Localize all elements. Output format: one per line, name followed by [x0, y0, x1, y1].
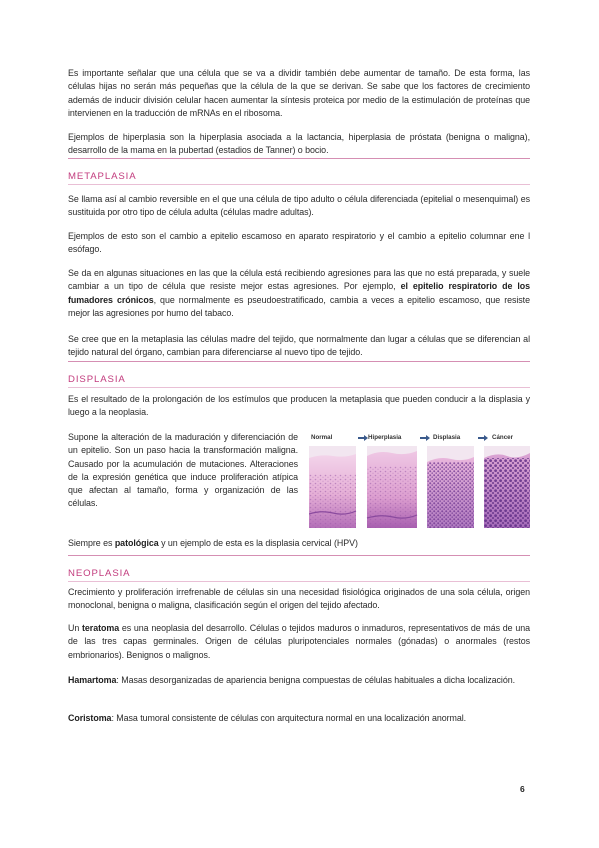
page-number: 6	[520, 784, 525, 794]
section-underline	[68, 581, 530, 582]
section-title: NEOPLASIA	[68, 568, 131, 579]
section-header-displasia	[68, 361, 530, 388]
section-underline	[68, 387, 530, 388]
bold-term: el epitelio respiratorio de los fumadores crónicos	[68, 281, 531, 305]
section-header-metaplasia	[68, 158, 530, 185]
metaplasia-paragraph-1: Se llama así al cambio reversible en el que una célula de tipo adulto o célula diferenciada (epitelial o mesenquimal) es sustituida por otro tipo de célula adulta (células madre adultas).	[68, 194, 530, 218]
metaplasia-paragraph-4: Se cree que en la metaplasia las células madre del tejido, que normalmente dan lugar a células que se diferencian al tejido natural del órgano, cambian para diferenciarse al nuevo tipo de tejido.	[68, 334, 530, 358]
figure-label-displasia: Displasia	[433, 434, 461, 441]
section-underline	[68, 184, 530, 185]
displasia-paragraph-2: Supone la alteración de la maduración y diferenciación de un epitelio. Son un paso hacia la transformación maligna. Causado por la acumulación de mutaciones. Alteraciones de la expresión genética que induce proliferación atípica que afectan al tamaño, forma y organización de las células.	[68, 432, 298, 509]
figure-label-cancer: Cáncer	[492, 434, 513, 441]
bold-term: patológica	[114, 538, 159, 548]
bold-term: teratoma	[82, 623, 120, 633]
tissue-panel-displasia	[427, 446, 474, 528]
figure-graphic	[309, 434, 530, 528]
tissue-panel-hiperplasia	[367, 446, 417, 528]
intro-paragraph-1: Es importante señalar que una célula que se va a dividir también debe aumentar de tamaño. De esta forma, las células hijas no serán más pequeñas que la célula de la que se derivan. Se sabe que los factores de crecimiento además de inducir división celular hacen aumentar la síntesis proteica por medio de la estimulación de proteínas que intervienen en la traducción de mRNAs en el ribosoma.	[68, 68, 530, 118]
metaplasia-paragraph-2: Ejemplos de esto son el cambio a epitelio escamoso en aparato respiratorio y el cambio a epitelio columnar ene l esófago.	[68, 231, 530, 255]
neoplasia-paragraph-1: Crecimiento y proliferación irrefrenable de células sin una necesidad fisiológica originados de una sola célula, origen monoclonal, benigna o maligna, clasificación según el origen del tejido afectado.	[68, 587, 530, 611]
neoplasia-paragraph-4: Coristoma: Masa tumoral consistente de células con arquitectura normal en una localización anormal.	[68, 713, 467, 723]
section-title: METAPLASIA	[68, 171, 137, 182]
section-header-neoplasia	[68, 555, 530, 582]
displasia-paragraph-3: Siempre es patológica y un ejemplo de esta es la displasia cervical (HPV)	[68, 538, 358, 548]
neoplasia-paragraph-2: Un teratoma es una neoplasia del desarrollo. Células o tejidos maduros o inmaduros, representativos de más de una de las tres capas germinales. Origen de células pluripotenciales normales (gónadas) o anormales (restos embrionarios). Benignos o malignos.	[68, 623, 530, 660]
figure-label-hiperplasia: Hiperplasia	[368, 434, 402, 441]
intro-paragraph-2: Ejemplos de hiperplasia son la hiperplasia asociada a la lactancia, hiperplasia de próstata (benigna o maligna), desarrollo de la mama en la pubertad (estadios de Tanner) o bocio.	[68, 132, 530, 156]
epithelium-progression-figure	[309, 434, 530, 528]
section-title: DISPLASIA	[68, 374, 126, 385]
tissue-panel-normal	[309, 446, 356, 528]
bold-term: Hamartoma	[68, 675, 117, 685]
arrow-right-icon	[358, 435, 488, 441]
displasia-paragraph-1: Es el resultado de la prolongación de los estímulos que producen la metaplasia que pueden conducir a la displasia y luego a la neoplasia.	[68, 394, 530, 418]
bold-term: Coristoma	[68, 713, 112, 723]
neoplasia-paragraph-3: Hamartoma: Masas desorganizadas de apariencia benigna compuestas de células habituales a dicha localización.	[68, 675, 516, 685]
figure-label-normal: Normal	[311, 434, 333, 441]
metaplasia-paragraph-3: Se da en algunas situaciones en las que la célula está recibiendo agresiones para las que no está preparada, y suele cambiar a un tipo de célula que resiste mejor estas agresiones. Por ejemplo, el epitelio respiratorio de los fumadores crónicos, que normalmente es pseudoestratificado, cambia a veces a epitelio escamoso, que resiste mejor las agresiones por humo del tabaco.	[68, 268, 531, 318]
tissue-panel-cancer	[484, 446, 530, 528]
